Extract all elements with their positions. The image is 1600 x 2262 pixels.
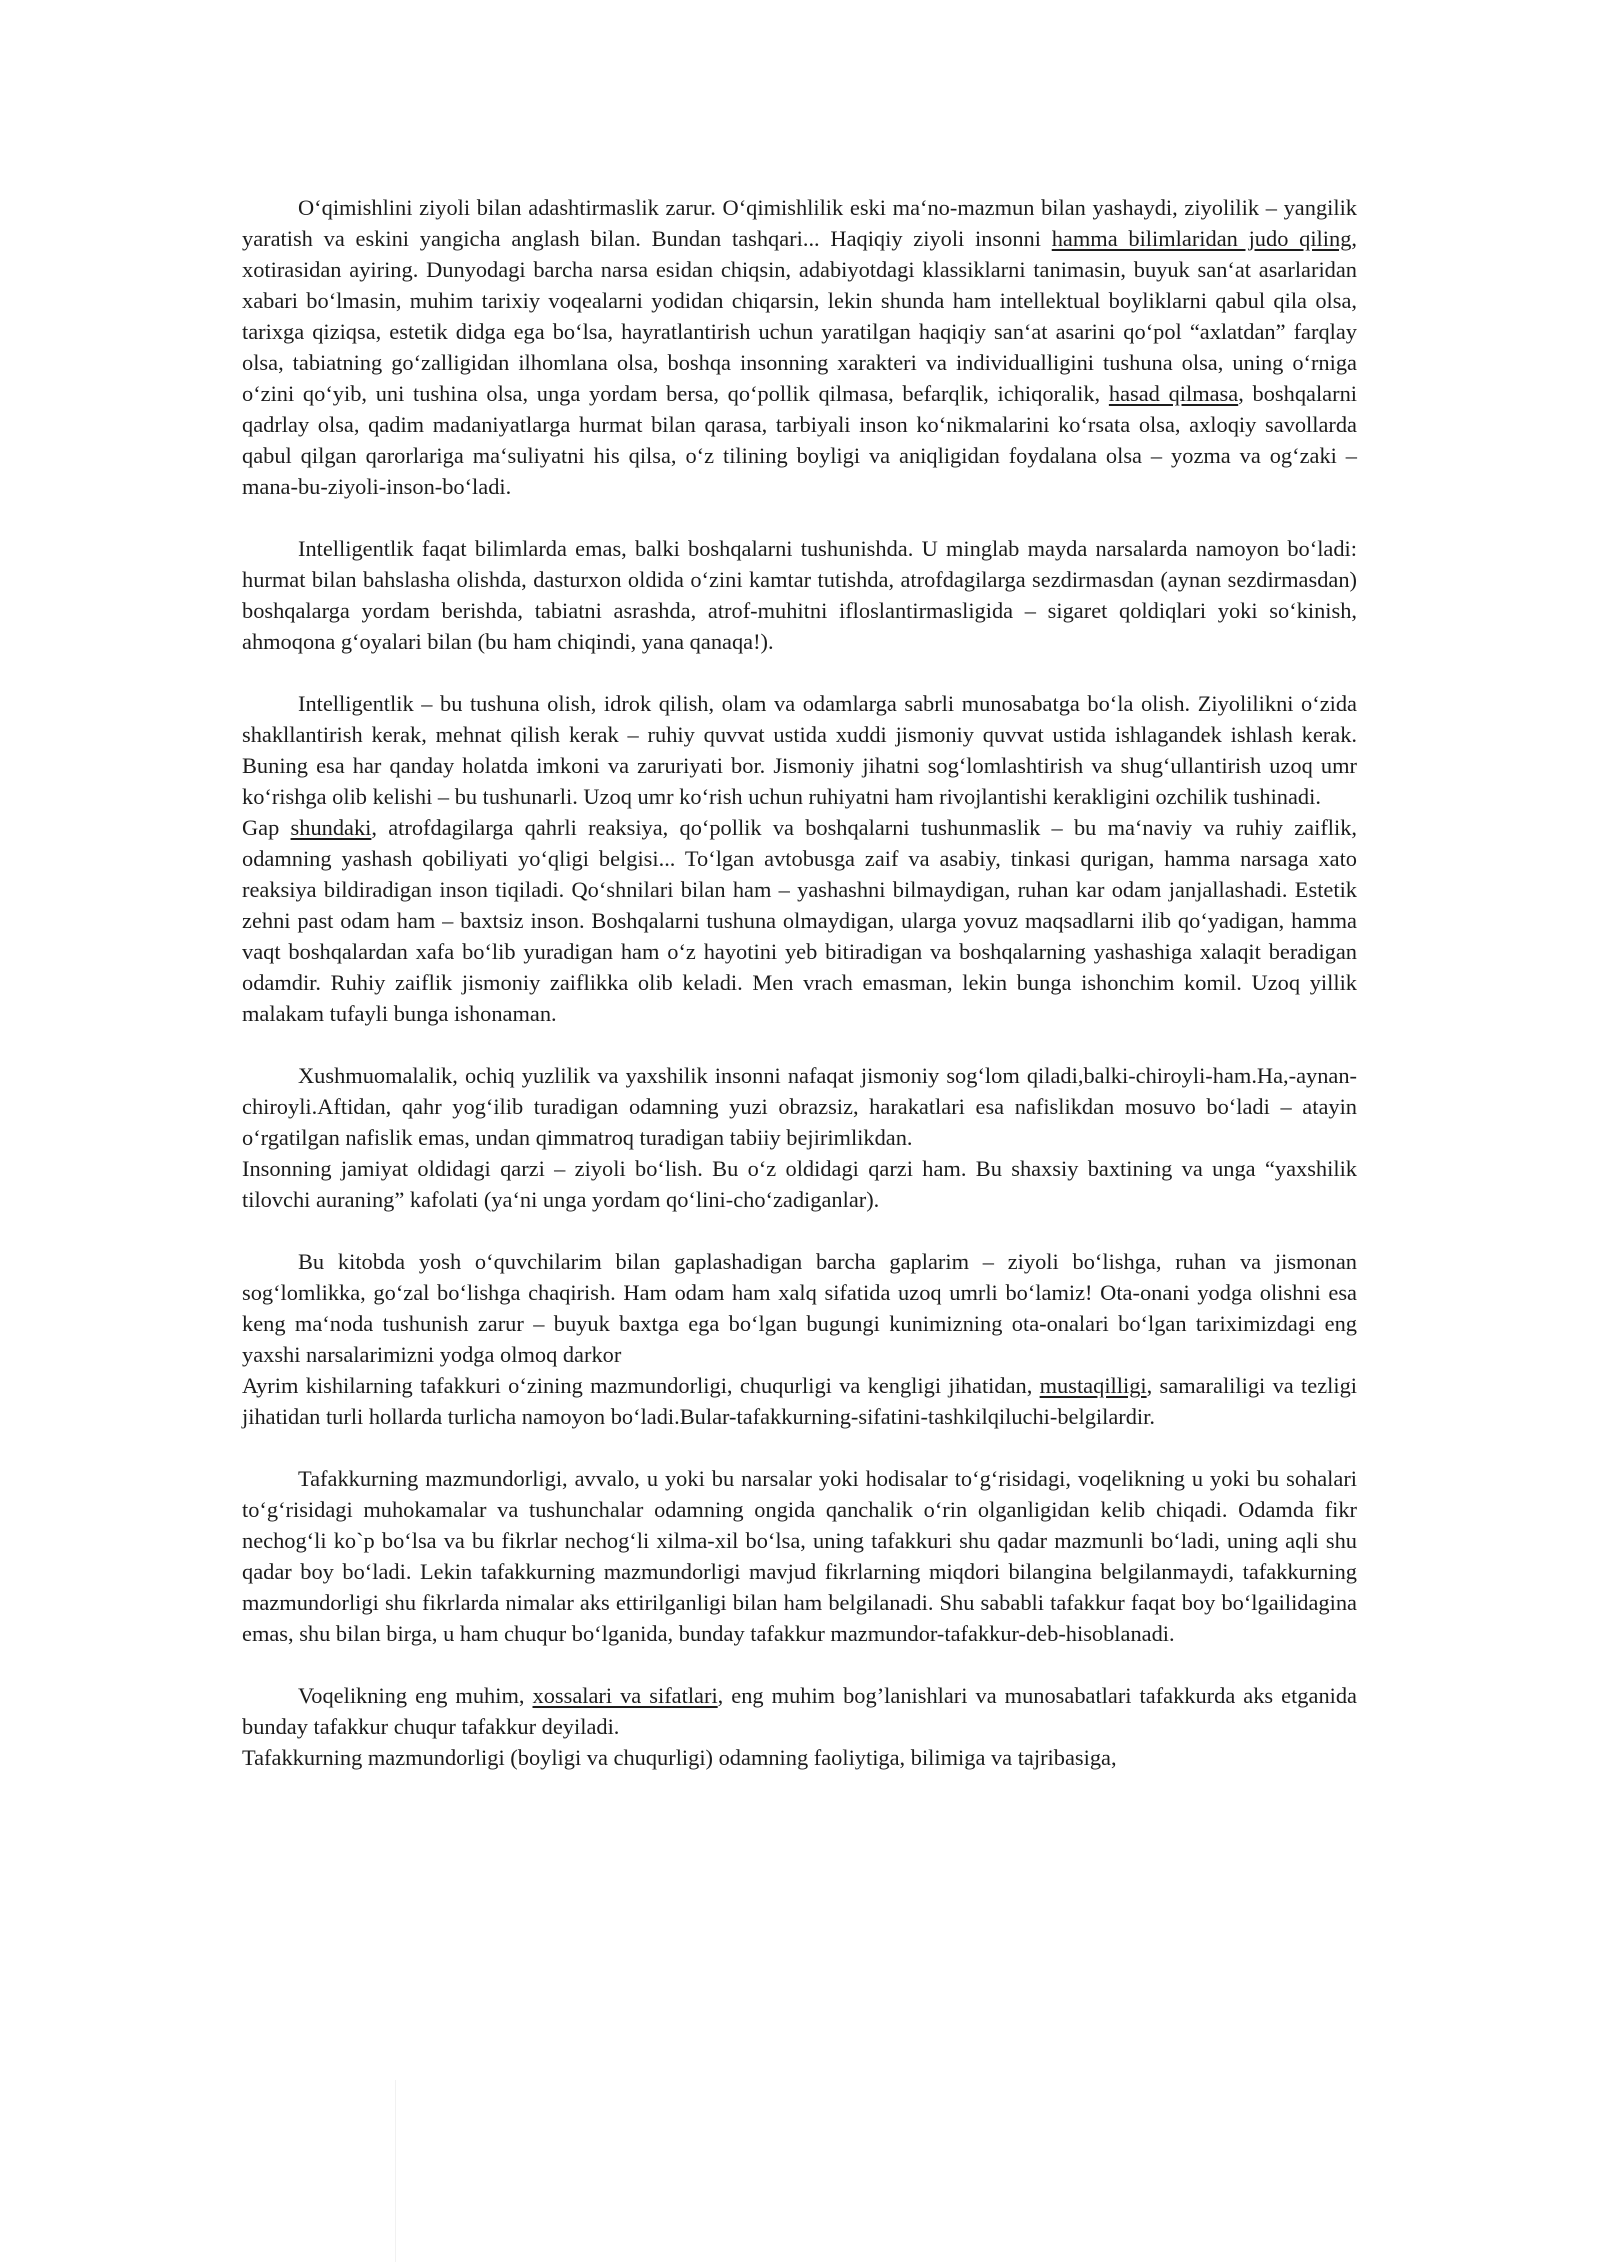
text-run: Tafakkurning mazmundorligi, avvalo, u yoki bu narsalar yoki hodisalar to‘g‘risidagi, voqelikning u yoki bu sohalari to‘g‘risidagi muhokamalar va tushunchalar odamning ongida qanchalik o‘rin olganligidan kelib chiqadi. Odamda fikr nechog‘li ko`p bo‘lsa va bu fikrlar nechog‘li xilma-xil bo‘lsa, uning tafakkuri shu qadar mazmunli bo‘ladi, uning aqli shu qadar boy bo‘ladi. Lekin tafakkurning mazmundorligi mavjud fikrlarning miqdori bilangina belgilanmaydi, tafakkurning mazmundorligi shu fikrlarda nimalar aks ettirilganligi bilan ham belgilanadi. Shu sababli tafakkur faqat boy bo‘lgailidagina emas, shu bilan birga, u ham chuqur bo‘lganida, bunday tafakkur mazmundor-tafakkur-deb-hisoblanadi. xyxy=(242,1466,1357,1646)
underlined-phrase: xossalari va sifatlari xyxy=(532,1683,718,1708)
paragraph-8 xyxy=(242,1370,1357,1432)
underlined-phrase: hasad qilmasa xyxy=(1108,381,1239,406)
text-run: , eng muhim bog’lanishlari va munosabatlari tafakkurda aks etganida bunday tafakkur chuqur tafakkur deyiladi. xyxy=(242,1683,1357,1739)
text-run: O‘qimishlini ziyoli bilan adashtirmaslik zarur. O‘qimishlilik eski ma‘no-mazmun bilan yashaydi, ziyolilik – yangilik yaratish va eskini yangicha anglash bilan. Bundan tashqari... Haqiqiy ziyoli insonni xyxy=(242,195,1357,251)
underlined-phrase: hamma bilimlaridan judo qiling xyxy=(1051,226,1352,251)
text-run: Gap xyxy=(242,815,291,840)
paragraph-10 xyxy=(242,1680,1357,1742)
text-run: , atrofdagilarga qahrli reaksiya, qo‘pollik va boshqalarni tushunmaslik – bu ma‘naviy va ruhiy zaiflik, odamning yashash qobiliyati yo‘qligi belgisi... To‘lgan avtobusga zaif va asabiy, tinkasi qurigan, hamma narsaga xato reaksiya bildiradigan inson tiqiladi. Qo‘shnilari bilan ham – yashashni bilmaydigan, ruhan kar odam janjallashadi. Estetik zehni past odam ham – baxtsiz inson. Boshqalarni tushuna olmaydigan, ularga yovuz maqsadlarni ilib qo‘yadigan, hamma vaqt boshqalardan xafa bo‘lib yuradigan ham o‘z hayotini yeb bitiradigan va boshqalarning yashashiga xalaqit beradigan odamdir. Ruhiy zaiflik jismoniy zaiflikka olib keladi. Men vrach emasman, lekin bunga ishonchim komil. Uzoq yillik malakam tufayli bunga ishonaman. xyxy=(242,815,1358,1026)
text-run: , boshqalarni qadrlay olsa, qadim madaniyatlarga hurmat bilan qarasa, tarbiyali inson ko‘nikmalarini ko‘rsata olsa, axloqiy savollarda qabul qilgan qarorlariga ma‘suliyatni his qilsa, o‘z tilining boyligi va aniqligidan foydalana olsa – yozma va og‘zaki – mana-bu-ziyoli-inson-bo‘ladi. xyxy=(242,381,1357,499)
document-page xyxy=(242,192,1357,1773)
text-run: Xushmuomalalik, ochiq yuzlilik va yaxshilik insonni nafaqat jismoniy sog‘lom qiladi,balki-chiroyli-ham.Ha,-aynan-chiroyli.Aftidan, qahr yog‘ilib turadigan odamning yuzi obrazsiz, harakatlari esa nafislikdan mosuvo bo‘ladi – atayin o‘rgatilgan nafislik emas, undan qimmatroq turadigan tabiiy bejirimlikdan. xyxy=(242,1063,1357,1150)
text-run: Tafakkurning mazmundorligi (boyligi va chuqurligi) odamning faoliytiga, bilimiga va tajribasiga, xyxy=(242,1745,1117,1770)
text-run: Ayrim kishilarning tafakkuri o‘zining mazmundorligi, chuqurligi va kengligi jihatidan, xyxy=(242,1373,1040,1398)
underlined-phrase: shundaki xyxy=(290,815,372,840)
paragraph-9 xyxy=(242,1463,1357,1649)
paragraph-1 xyxy=(242,192,1357,502)
paragraph-11 xyxy=(242,1742,1357,1773)
text-run: , xotirasidan ayiring. Dunyodagi barcha narsa esidan chiqsin, adabiyotdagi klassiklarni tanimasin, buyuk san‘at asarlaridan xabari bo‘lmasin, muhim tarixiy voqealarni yodidan chiqarsin, lekin shunda ham intellektual boyliklarni qabul qila olsa, tarixga qiziqsa, estetik didga ega bo‘lsa, hayratlantirish uchun yaratilgan haqiqiy san‘at asarini qo‘pol “axlatdan” farqlay olsa, tabiatning go‘zalligidan ilhomlana olsa, boshqa insonning xarakteri va individualligini tushuna olsa, uning o‘rniga o‘zini qo‘yib, uni tushina olsa, unga yordam bersa, qo‘pollik qilmasa, befarqlik, ichiqoralik, xyxy=(242,226,1357,406)
underlined-phrase: mustaqilligi xyxy=(1039,1373,1147,1398)
paragraph-7 xyxy=(242,1246,1357,1370)
page-edge-artifact xyxy=(395,2080,396,2262)
text-run: Intelligentlik – bu tushuna olish, idrok qilish, olam va odamlarga sabrli munosabatga bo‘la olish. Ziyolilikni o‘zida shakllantirish kerak, mehnat qilish kerak – ruhiy quvvat ustida xuddi jismoniy quvvat ustida ishlagandek ishlash kerak. Buning esa har qanday holatda imkoni va zaruriyati bor. Jismoniy jihatni sog‘lomlashtirish va shug‘ullantirish uzoq umr ko‘rishga olib kelishi – bu tushunarli. Uzoq umr ko‘rish uchun ruhiyatni ham rivojlantishi kerakligini ozchilik tushinadi. xyxy=(242,691,1357,809)
paragraph-4 xyxy=(242,812,1357,1029)
text-run: Intelligentlik faqat bilimlarda emas, balki boshqalarni tushunishda. U minglab mayda narsalarda namoyon bo‘ladi: hurmat bilan bahslasha olishda, dasturxon oldida o‘zini kamtar tutishda, atrofdagilarga sezdirmasdan (aynan sezdirmasdan) boshqalarga yordam berishda, tabiatni asrashda, atrof-muhitni ifloslantirmasligida – sigaret qoldiqlari yoki so‘kinish, ahmoqona g‘oyalari bilan (bu ham chiqindi, yana qanaqa!). xyxy=(242,536,1357,654)
text-run: Insonning jamiyat oldidagi qarzi – ziyoli bo‘lish. Bu o‘z oldidagi qarzi ham. Bu shaxsiy baxtining va unga “yaxshilik tilovchi auraning” kafolati (ya‘ni unga yordam qo‘lini-cho‘zadiganlar). xyxy=(242,1156,1357,1212)
text-run: Bu kitobda yosh o‘quvchilarim bilan gaplashadigan barcha gaplarim – ziyoli bo‘lishga, ruhan va jismonan sog‘lomlikka, go‘zal bo‘lishga chaqirish. Ham odam ham xalq sifatida uzoq umrli bo‘lamiz! Ota-onani yodga olishni esa keng ma‘noda tushunish zarur – buyuk baxtga ega bo‘lgan bugungi kunimizning ota-onalari bo‘lgan tariximizdagi eng yaxshi narsalarimizni yodga olmoq darkor xyxy=(242,1249,1357,1367)
paragraph-5 xyxy=(242,1060,1357,1153)
paragraph-6 xyxy=(242,1153,1357,1215)
text-run: , samaraliligi va tezligi jihatidan turli hollarda turlicha namoyon bo‘ladi.Bular-tafakkurning-sifatini-tashkilqiluchi-belgilardir. xyxy=(242,1373,1357,1429)
paragraph-3 xyxy=(242,688,1357,812)
paragraph-2 xyxy=(242,533,1357,657)
text-run: Voqelikning eng muhim, xyxy=(298,1683,533,1708)
